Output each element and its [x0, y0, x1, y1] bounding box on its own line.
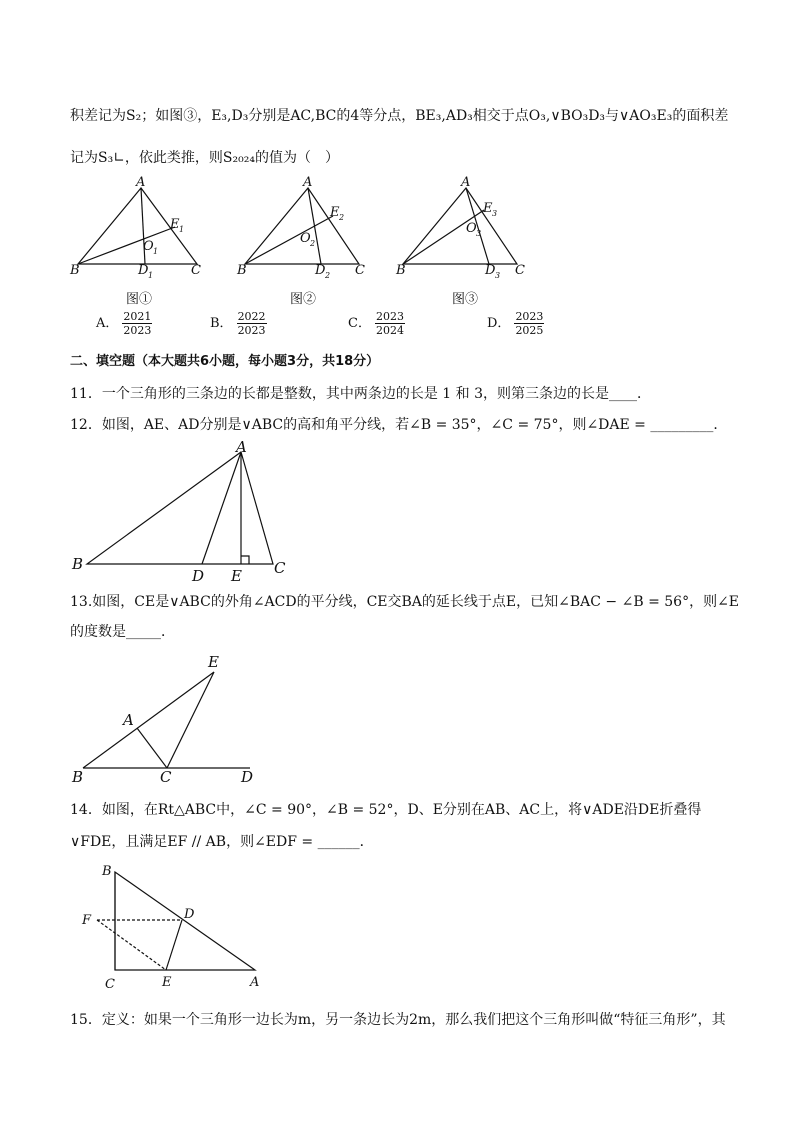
q14-label-a: A	[250, 975, 260, 990]
fig3-label-e-sub: 3	[492, 209, 498, 218]
fig1-label-c: C	[191, 263, 201, 278]
q13-figure	[70, 650, 270, 785]
q12-label-d: D	[192, 567, 205, 585]
q13-label-d: D	[241, 768, 254, 786]
question-15: 15．定义：如果一个三角形一边长为m，另一条边长为2m，那么我们把这个三角形叫做“特征三角形”，其	[70, 1012, 726, 1028]
figure-2	[237, 175, 387, 280]
question-11: 11．一个三角形的三条边的长都是整数，其中两条边的长是 1 和 3，则第三条边的长是____．	[70, 386, 651, 402]
fig1-label-e-sub: 1	[179, 225, 185, 234]
q12-figure	[70, 438, 300, 585]
fig1-label-d-sub: 1	[148, 271, 154, 280]
fig3-label-b: B	[396, 263, 406, 278]
fig3-label-o: O	[466, 221, 477, 236]
fig2-label-d: D	[315, 263, 326, 278]
figure-3	[396, 175, 550, 280]
fig2-label-c: C	[355, 263, 365, 278]
q14-label-e: E	[162, 975, 172, 990]
question-14-line-1: 14．如图，在Rt△ABC中，∠C = 90°，∠B = 52°，D、E分别在AB、AC上，将∨ADE沿DE折叠得	[70, 802, 702, 818]
fig1-label-a: A	[136, 175, 146, 190]
fig3-caption: 图③	[452, 292, 479, 307]
q14-label-f: F	[82, 913, 92, 928]
fig1-label-b: B	[70, 263, 80, 278]
q12-label-a: A	[236, 438, 247, 456]
option-d[interactable]: D． $\frac{2023}{2025}$	[487, 310, 544, 337]
q12-label-e: E	[231, 567, 242, 585]
question-13-line-1: 13.如图，CE是∨ABC的外角∠ACD的平分线，CE交BA的延长线于点E，已知∠BAC − ∠B = 56°，则∠E	[70, 594, 740, 610]
fig3-label-o-sub: 3	[476, 229, 482, 238]
question-13-line-2: 的度数是_____．	[70, 624, 175, 640]
q12-label-b: B	[72, 555, 84, 573]
fig3-label-a: A	[461, 175, 471, 190]
option-a[interactable]: A． $\frac{2021}{2023}$	[96, 310, 152, 337]
question-14-line-2: ∨FDE，且满足EF // AB，则∠EDF = ______．	[70, 834, 374, 850]
fig3-label-e: E	[483, 201, 493, 216]
q14-label-d: D	[184, 907, 195, 922]
q13-label-b: B	[72, 768, 84, 786]
fig3-label-d: D	[485, 263, 496, 278]
q12-label-c: C	[274, 559, 286, 577]
q14-label-b: B	[102, 864, 112, 879]
section-heading: 二、填空题（本大题共6小题，每小题3分，共18分）	[70, 354, 380, 369]
fig1-label-o-sub: 1	[153, 247, 159, 256]
fig3-label-c: C	[515, 263, 525, 278]
q13-label-a: A	[123, 711, 134, 729]
intro-line-2: 记为S₃∟，依此类推，则S₂₀₂₄的值为（ ）	[70, 150, 339, 166]
q13-label-c: C	[160, 768, 172, 786]
option-b[interactable]: B． $\frac{2022}{2023}$	[210, 310, 266, 337]
intro-line-1: 积差记为S₂；如图③，E₃,D₃分别是AC,BC的4等分点，BE₃,AD₃相交于点O₃,∨BO₃D₃与∨AO₃E₃的面积差	[70, 108, 729, 124]
q13-label-e: E	[208, 653, 219, 671]
fig1-label-e: E	[170, 217, 180, 232]
q14-label-c: C	[105, 977, 115, 992]
fig1-caption: 图①	[126, 292, 153, 307]
fig2-label-o-sub: 2	[310, 239, 316, 248]
fig1-label-o: O	[143, 239, 154, 254]
fig2-caption: 图②	[290, 292, 317, 307]
fig3-label-d-sub: 3	[495, 271, 501, 280]
fig2-label-a: A	[303, 175, 313, 190]
fig2-label-e-sub: 2	[339, 213, 345, 222]
figure-1	[70, 175, 220, 280]
fig2-label-b: B	[237, 263, 247, 278]
fig2-label-d-sub: 2	[325, 271, 331, 280]
option-c[interactable]: C． $\frac{2023}{2024}$	[348, 310, 404, 337]
fig2-label-e: E	[330, 205, 340, 220]
fig2-label-o: O	[300, 231, 311, 246]
fig1-label-d: D	[138, 263, 149, 278]
question-12: 12．如图，AE、AD分别是∨ABC的高和角平分线，若∠B = 35°，∠C = 75°，则∠DAE = _________．	[70, 417, 728, 433]
q14-figure	[70, 860, 270, 995]
